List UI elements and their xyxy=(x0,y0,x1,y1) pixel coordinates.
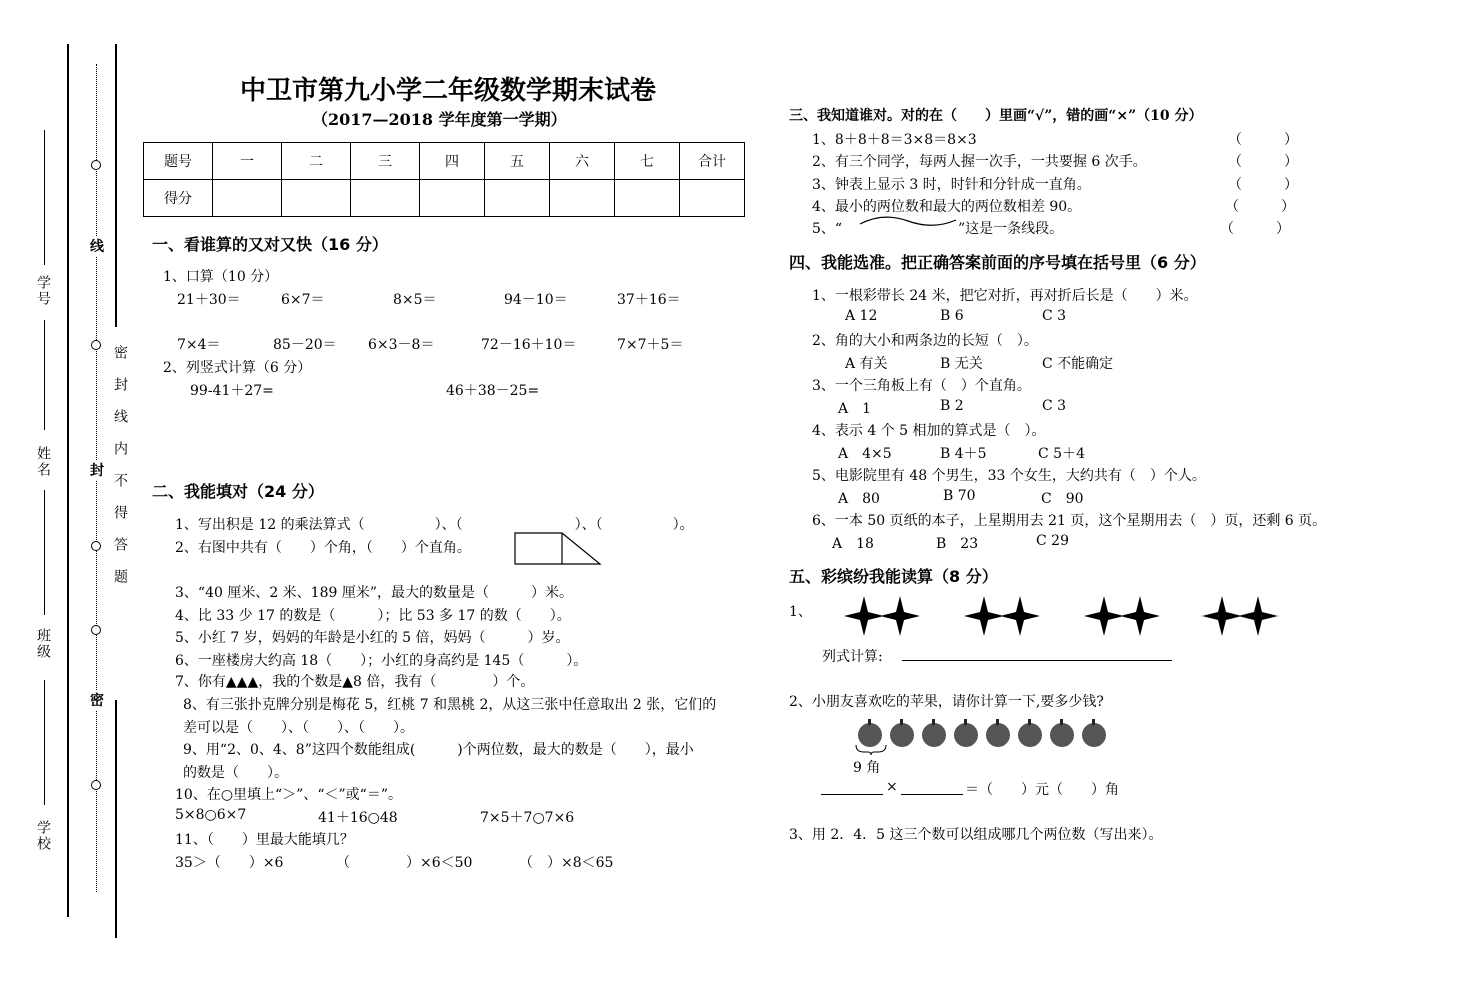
choice-question: 4、表示 4 个 5 相加的算式是（ ）。 xyxy=(812,423,1046,439)
sec1-q2: 2、列竖式计算（6 分） xyxy=(163,360,312,376)
outer-border-line xyxy=(67,44,69,917)
oral-calc: 6×7＝ xyxy=(281,292,325,308)
sec2-line: 差可以是（ ）、（ ）、（ ）。 xyxy=(183,720,414,736)
tf-item: ”这是一条线段。 xyxy=(958,221,1064,237)
sec5-q2: 2、小朋友喜欢吃的苹果，请你计算一下,要多少钱? xyxy=(789,694,1104,710)
inner-border-line-top xyxy=(115,44,117,327)
tf-answer-paren[interactable]: （ ） xyxy=(1228,132,1298,148)
choice-option: C 29 xyxy=(1036,533,1069,549)
sec2-line: 7、你有▲▲▲，我的个数是▲8 倍，我有（ ）个。 xyxy=(175,674,535,690)
choice-option: C 3 xyxy=(1042,398,1067,414)
seal-hole-circle xyxy=(91,541,101,551)
sec2-line: 11、（ ）里最大能填几？ xyxy=(175,832,354,848)
exam-title: 中卫市第九小学二年级数学期末试卷 xyxy=(240,76,657,106)
choice-option: B 4＋5 xyxy=(940,446,987,462)
compare-item: 41＋16○48 xyxy=(318,810,398,826)
choice-option: A 有关 xyxy=(845,356,888,372)
star-icon xyxy=(1084,596,1124,636)
score-cell: 得分 xyxy=(144,180,213,217)
choice-option: B 6 xyxy=(940,308,964,324)
choice-option: C 5＋4 xyxy=(1038,446,1085,462)
score-cell: 四 xyxy=(420,143,485,180)
apples-figure xyxy=(855,716,1115,750)
score-cell: 七 xyxy=(615,143,680,180)
score-cell: 题号 xyxy=(144,143,213,180)
oral-calc: 7×7＋5＝ xyxy=(617,337,684,353)
trapezoid-figure xyxy=(514,532,602,566)
score-cell: 二 xyxy=(282,143,351,180)
score-input-cell[interactable] xyxy=(351,180,420,217)
section-3-title: 三、我知道谁对。对的在（ ）里画“√”，错的画“×”（10 分） xyxy=(789,108,1203,124)
star-icon xyxy=(1202,596,1242,636)
sec2-line: 2、右图中共有（ ）个角，（ ）个直角。 xyxy=(175,540,471,556)
star-icon xyxy=(964,596,1004,636)
score-input-cell[interactable] xyxy=(420,180,485,217)
choice-question: 6、一本 50 页纸的本子，上星期用去 21 页，这个星期用去（ ）页，还剩 6 页。 xyxy=(812,513,1327,529)
seal-hole-circle xyxy=(91,780,101,790)
score-cell: 合计 xyxy=(680,143,745,180)
sec5-q1-number: 1、 xyxy=(789,604,812,620)
fill-item: 35＞（ ）×6 xyxy=(175,855,284,871)
sec2-line: 5、小红 7 岁，妈妈的年龄是小红的 5 倍，妈妈（ ）岁。 xyxy=(175,630,570,646)
choice-option: C 3 xyxy=(1042,308,1067,324)
sec5-q3: 3、用 2．4．5 这三个数可以组成哪几个两位数（写出来）。 xyxy=(789,827,1163,843)
score-input-cell[interactable] xyxy=(615,180,680,217)
sec2-line: 3、“40 厘米、2 米、189 厘米”，最大的数量是（ ）米。 xyxy=(175,585,574,601)
oral-calc: 21＋30＝ xyxy=(177,292,241,308)
choice-option: B 2 xyxy=(940,398,964,414)
apple-icon xyxy=(1050,719,1074,747)
field-school-line[interactable] xyxy=(44,680,45,805)
star-pairs-figure xyxy=(842,594,1282,638)
apple-icon xyxy=(1082,719,1106,747)
oral-calc: 94－10＝ xyxy=(504,292,568,308)
curved-line-figure xyxy=(858,212,958,230)
star-icon xyxy=(844,596,884,636)
seal-char-xian: 线 xyxy=(90,236,104,256)
field-class-label: 班级 xyxy=(35,628,51,660)
tf-item: 5、“ xyxy=(812,221,843,237)
vertical-calc: 46＋38－25= xyxy=(446,383,540,399)
tf-answer-paren[interactable]: （ ） xyxy=(1228,154,1298,170)
score-input-cell[interactable] xyxy=(213,180,282,217)
score-table-header-row xyxy=(144,143,745,180)
times-sign: × xyxy=(886,779,898,795)
star-icon xyxy=(1000,596,1040,636)
brace-icon xyxy=(854,744,888,756)
section-4-title: 四、我能选准。把正确答案前面的序号填在括号里（6 分） xyxy=(789,253,1206,272)
answer-line[interactable] xyxy=(821,794,883,795)
answer-line[interactable] xyxy=(902,660,1172,661)
field-name-label: 姓名 xyxy=(35,446,51,478)
oral-calc: 7×4＝ xyxy=(177,337,221,353)
section-5-title: 五、彩缤纷我能读算（8 分） xyxy=(789,567,998,586)
star-icon xyxy=(1120,596,1160,636)
sec2-line: 6、一座楼房大约高 18（ ）；小红的身高约是 145（ ）。 xyxy=(175,653,588,669)
apple-price: 9 角 xyxy=(853,760,881,776)
choice-question: 2、角的大小和两条边的长短（ ）。 xyxy=(812,333,1038,349)
apple-icon xyxy=(890,719,914,747)
oral-calc: 8×5＝ xyxy=(393,292,437,308)
apple-icon xyxy=(922,719,946,747)
seal-hole-circle xyxy=(91,160,101,170)
choice-option: B 23 xyxy=(936,536,979,552)
seal-char-mi: 密 xyxy=(90,690,104,710)
choice-option: A 12 xyxy=(845,308,878,324)
vertical-calc: 99-41＋27= xyxy=(190,383,274,399)
choice-option: B 70 xyxy=(943,488,976,504)
seal-hole-circle xyxy=(91,625,101,635)
exam-subtitle: （2017—2018 学年度第一学期） xyxy=(312,110,567,129)
tf-item: 1、8＋8＋8＝3×8＝8×3 xyxy=(812,132,977,148)
apple-icon xyxy=(986,719,1010,747)
score-table xyxy=(143,142,745,217)
tf-item: 3、钟表上显示 3 时，时针和分针成一直角。 xyxy=(812,177,1091,193)
score-cell: 三 xyxy=(351,143,420,180)
seal-notice: 密封线内不得答题 xyxy=(112,345,128,601)
section-2-title: 二、我能填对（24 分） xyxy=(152,482,324,501)
star-icon xyxy=(1238,596,1278,636)
score-cell: 五 xyxy=(485,143,550,180)
sec1-q1: 1、口算（10 分） xyxy=(163,269,279,285)
fill-item: （ ）×8＜65 xyxy=(519,855,614,871)
choice-question: 3、一个三角板上有（ ）个直角。 xyxy=(812,378,1031,394)
oral-calc: 37＋16＝ xyxy=(617,292,681,308)
tf-item: 2、有三个同学，每两人握一次手，一共要握 6 次手。 xyxy=(812,154,1147,170)
choice-option: A 1 xyxy=(838,401,872,417)
inner-border-line-bottom xyxy=(115,700,117,938)
tf-answer-paren[interactable]: （ ） xyxy=(1220,221,1290,237)
choice-option: C 90 xyxy=(1041,491,1084,507)
seal-hole-circle xyxy=(91,340,101,350)
choice-option: A 80 xyxy=(838,491,880,507)
choice-option: A 18 xyxy=(832,536,874,552)
score-input-cell[interactable] xyxy=(680,180,745,217)
choice-option: A 4×5 xyxy=(838,446,892,462)
apple-icon xyxy=(954,719,978,747)
score-input-cell[interactable] xyxy=(485,180,550,217)
field-name-line[interactable] xyxy=(44,320,45,430)
fill-item: （ ）×6＜50 xyxy=(336,855,473,871)
score-table-score-row xyxy=(144,180,745,217)
oral-calc: 85－20＝ xyxy=(273,337,337,353)
sec2-line: 1、写出积是 12 的乘法算式（ ）、（ ）、（ ）。 xyxy=(175,517,694,533)
compare-item: 5×8○6×7 xyxy=(175,807,247,823)
sec5-q1-label: 列式计算: xyxy=(822,649,883,665)
choice-option: B 无关 xyxy=(940,356,983,372)
sec2-line: 4、比 33 少 17 的数是（ ）；比 53 多 17 的数（ ）。 xyxy=(175,608,571,624)
choice-option: C 不能确定 xyxy=(1042,356,1114,372)
seal-char-feng: 封 xyxy=(90,460,104,480)
score-input-cell[interactable] xyxy=(550,180,615,217)
choice-question: 1、一根彩带长 24 米，把它对折，再对折后长是（ ）米。 xyxy=(812,288,1198,304)
score-input-cell[interactable] xyxy=(282,180,351,217)
field-class-line[interactable] xyxy=(44,490,45,615)
field-school-label: 学校 xyxy=(35,820,51,852)
tf-item: 4、最小的两位数和最大的两位数相差 90。 xyxy=(812,199,1082,215)
score-cell: 六 xyxy=(550,143,615,180)
compare-item: 7×5＋7○7×6 xyxy=(480,810,575,826)
section-1-title: 一、看谁算的又对又快（16 分） xyxy=(152,235,388,254)
star-icon xyxy=(880,596,920,636)
sec2-line: 的数是（ ）。 xyxy=(183,765,288,781)
choice-question: 5、电影院里有 48 个男生，33 个女生，大约共有（ ）个人。 xyxy=(812,468,1206,484)
sec2-line: 10、在○里填上“＞”、“＜”或“＝”。 xyxy=(175,787,402,803)
tf-answer-paren[interactable]: （ ） xyxy=(1225,199,1295,215)
sec5-formula: ＝（ ）元（ ）角 xyxy=(965,782,1119,798)
oral-calc: 6×3－8＝ xyxy=(368,337,435,353)
score-cell: 一 xyxy=(213,143,282,180)
field-number-label: 学号 xyxy=(35,275,51,307)
sec2-line: 9、用“2、0、4、8”这四个数能组成( )个两位数，最大的数是（ ），最小 xyxy=(183,742,694,758)
oral-calc: 72－16＋10＝ xyxy=(481,337,577,353)
apple-icon xyxy=(858,719,882,747)
sec2-line: 8、有三张扑克牌分别是梅花 5，红桃 7 和黑桃 2，从这三张中任意取出 2 张，它们的 xyxy=(183,697,717,713)
apple-icon xyxy=(1018,719,1042,747)
answer-line[interactable] xyxy=(901,794,963,795)
tf-answer-paren[interactable]: （ ） xyxy=(1228,177,1298,193)
field-number-line[interactable] xyxy=(44,130,45,265)
